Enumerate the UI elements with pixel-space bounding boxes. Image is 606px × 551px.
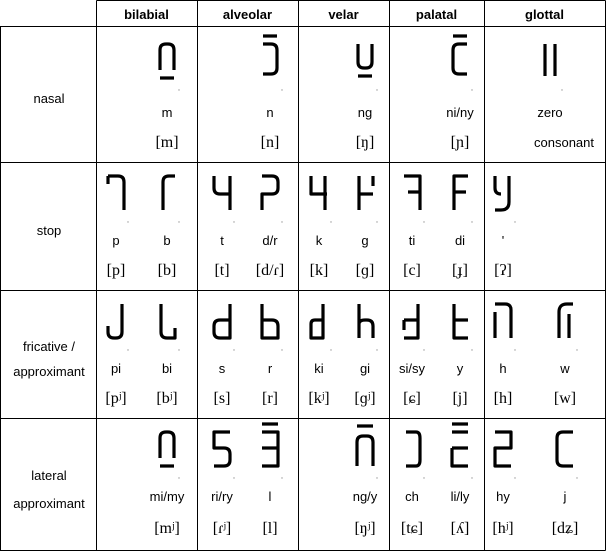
baseline-dot [281,221,282,222]
romanization: consonant [534,135,594,150]
ipa-transcription: [ɾʲ] [212,520,232,537]
j-glyph [557,432,573,466]
column-header-velar: velar [328,7,359,22]
row-label: nasal [33,91,65,106]
w-glyph [559,304,573,338]
glottal-stop-glyph [495,176,509,210]
nasal-velar-glyph [358,44,372,76]
baseline-dot [561,89,562,90]
ipa-transcription: [r] [262,390,278,407]
s-glyph [214,304,230,338]
ngy-glyph [357,426,373,466]
baseline-dot [330,221,331,222]
baseline-dot [471,477,472,478]
ipa-transcription: [mʲ] [154,520,180,537]
ipa-transcription: [n] [260,134,280,151]
romanization: zero [537,105,563,120]
stop-ti-glyph [404,176,420,210]
baseline-dot [576,477,577,478]
stop-p-glyph [108,176,124,210]
ipa-transcription: [ʔ] [494,262,512,279]
baseline-dot [514,349,515,350]
romanization: m [161,105,173,120]
stop-di-glyph [454,176,468,210]
ipa-transcription: [dʑ] [551,520,579,537]
romanization: j [563,489,567,504]
baseline-dot [576,349,577,350]
ki-glyph [311,304,323,338]
baseline-dot [233,349,234,350]
pi-glyph [108,304,122,338]
baseline-dot [281,477,282,478]
ri-glyph [214,432,230,466]
ipa-transcription: [ɡʲ] [354,390,376,407]
mi-glyph [160,432,174,466]
romanization: s [218,361,226,376]
baseline-dot [471,349,472,350]
baseline-dot [281,349,282,350]
baseline-dot [423,221,424,222]
r-glyph [262,304,278,338]
romanization: p [112,233,120,248]
stop-b-glyph [163,176,175,210]
row-label: fricative / [22,339,76,354]
romanization: ng/y [352,489,378,504]
column-header-palatal: palatal [415,7,458,22]
ipa-transcription: [m] [155,134,179,151]
hy-glyph [495,432,511,466]
baseline-dot [330,349,331,350]
ipa-transcription: [d/ɾ] [255,262,285,279]
ipa-transcription: [tɕ] [400,520,424,537]
romanization: l [268,489,272,504]
li-glyph [452,424,468,466]
romanization: h [499,361,507,376]
stop-t-glyph [214,176,230,210]
romanization: b [163,233,171,248]
baseline-dot [471,89,472,90]
baseline-dot [281,89,282,90]
ipa-transcription: [ŋʲ] [354,520,376,537]
romanization: ri/ry [211,489,233,504]
ipa-transcription: [b] [157,262,177,279]
baseline-dot [178,89,179,90]
romanization: ch [405,489,419,504]
stop-k-glyph [311,176,327,210]
ipa-transcription: [ɡ] [355,262,375,279]
ipa-transcription: [ɲ] [450,134,470,151]
baseline-dot [423,477,424,478]
baseline-dot [178,221,179,222]
ch-glyph [406,432,420,466]
baseline-dot [233,221,234,222]
romanization: ' [501,233,505,248]
romanization: g [361,233,369,248]
column-header-alveolar: alveolar [222,7,273,22]
baseline-dot [127,221,128,222]
h-glyph [495,304,511,338]
ipa-transcription: [ŋ] [355,134,375,151]
gi-glyph [359,304,373,338]
column-header-bilabial: bilabial [124,7,169,22]
baseline-dot [471,221,472,222]
baseline-dot [376,477,377,478]
romanization: y [456,361,464,376]
baseline-dot [514,477,515,478]
romanization: w [560,361,570,376]
y-glyph [454,304,468,338]
zero-consonant-glyph [545,44,555,76]
romanization: hy [496,489,510,504]
baseline-dot [514,221,515,222]
romanization: d/r [262,233,278,248]
ipa-transcription: [ʎ] [450,520,470,537]
romanization: ki [314,361,324,376]
baseline-dot [376,89,377,90]
romanization: pi [110,361,122,376]
row-label: stop [36,223,62,238]
baseline-dot [423,349,424,350]
romanization: di [454,233,466,248]
nasal-bilabial-glyph [160,44,174,78]
baseline-dot [376,349,377,350]
stop-d-glyph [262,176,278,210]
romanization: r [267,361,273,376]
romanization: ng [357,105,373,120]
ipa-transcription: [bʲ] [156,390,178,407]
l-glyph [262,424,278,466]
ipa-transcription: [h] [493,390,513,407]
baseline-dot [376,221,377,222]
ipa-transcription: [ɟ] [452,262,468,279]
nasal-alveolar-glyph [263,36,277,74]
romanization: ti [408,233,416,248]
column-header-glottal: glottal [525,7,564,22]
ipa-transcription: [kʲ] [308,390,330,407]
ipa-transcription: [hʲ] [492,520,514,537]
baseline-dot [178,349,179,350]
ipa-transcription: [k] [309,262,329,279]
ipa-transcription: [ɕ] [403,390,421,407]
ipa-transcription: [c] [403,262,421,279]
ipa-transcription: [l] [262,520,278,537]
romanization: gi [359,361,371,376]
romanization: ni/ny [446,105,474,120]
row-label: approximant [13,364,85,379]
ipa-transcription: [p] [106,262,126,279]
ipa-transcription: [t] [214,262,230,279]
nasal-palatal-glyph [453,36,467,74]
ipa-transcription: [pʲ] [105,390,127,407]
ipa-transcription: [j] [452,390,468,407]
si-glyph [404,304,418,338]
ipa-transcription: [w] [553,390,577,407]
baseline-dot [127,349,128,350]
row-label: approximant [13,496,85,511]
romanization: li/ly [450,489,470,504]
romanization: n [266,105,274,120]
ipa-transcription: [s] [213,390,231,407]
stop-g-glyph [359,176,373,210]
bi-glyph [161,304,175,338]
romanization: t [220,233,224,248]
romanization: k [315,233,323,248]
baseline-dot [233,477,234,478]
row-label: lateral [31,468,67,483]
romanization: mi/my [149,489,185,504]
baseline-dot [178,477,179,478]
romanization: si/sy [399,361,425,376]
romanization: bi [161,361,173,376]
